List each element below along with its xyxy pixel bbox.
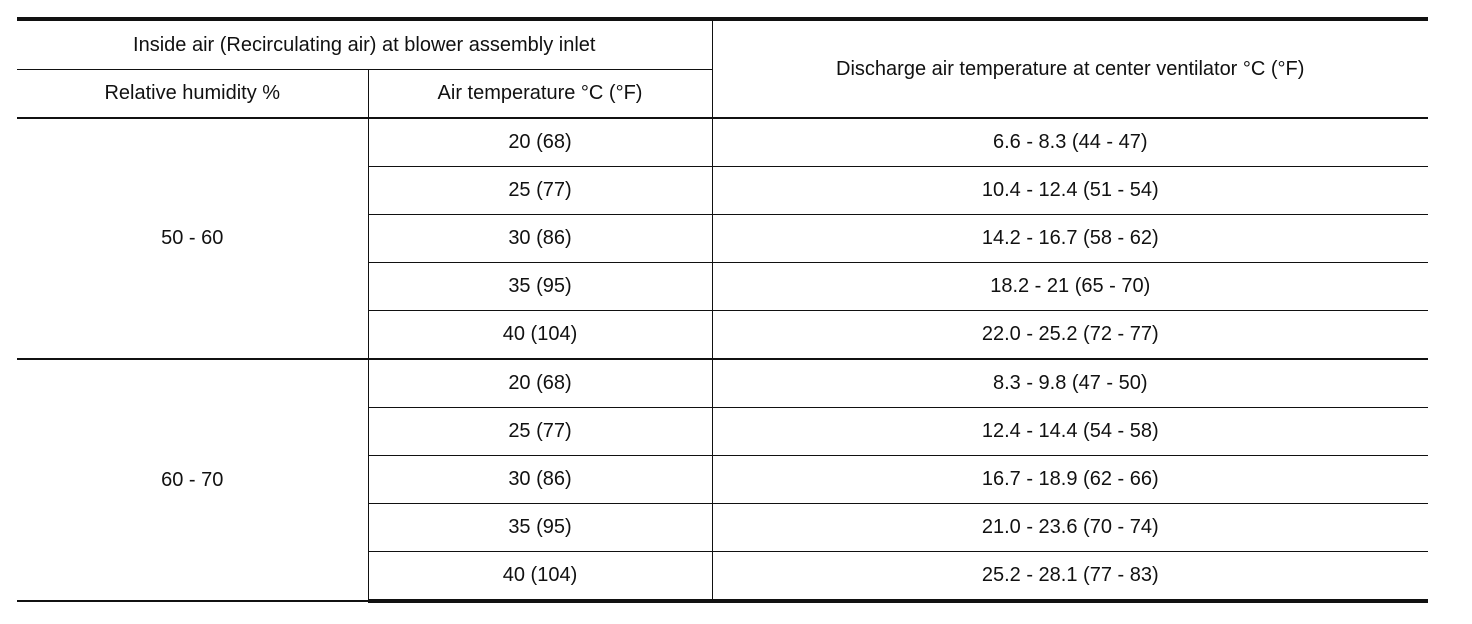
humidity-cell: 50 - 60 bbox=[17, 118, 368, 359]
air-temperature-cell: 25 (77) bbox=[368, 167, 712, 215]
table-row bbox=[17, 359, 1428, 408]
air-temperature-cell: 40 (104) bbox=[368, 311, 712, 360]
air-temperature-cell: 20 (68) bbox=[368, 118, 712, 167]
discharge-temperature-cell: 18.2 - 21 (65 - 70) bbox=[712, 263, 1428, 311]
table-header bbox=[17, 19, 1428, 118]
air-temperature-cell: 30 (86) bbox=[368, 215, 712, 263]
humidity-cell: 60 - 70 bbox=[17, 359, 368, 601]
header-relative-humidity: Relative humidity % bbox=[17, 70, 368, 119]
air-temperature-cell: 25 (77) bbox=[368, 408, 712, 456]
air-temperature-cell: 30 (86) bbox=[368, 456, 712, 504]
discharge-temperature-cell: 14.2 - 16.7 (58 - 62) bbox=[712, 215, 1428, 263]
table-row bbox=[17, 118, 1428, 167]
discharge-temperature-cell: 10.4 - 12.4 (51 - 54) bbox=[712, 167, 1428, 215]
discharge-temperature-cell: 25.2 - 28.1 (77 - 83) bbox=[712, 552, 1428, 602]
header-inside-air: Inside air (Recirculating air) at blower assembly inlet bbox=[17, 19, 712, 70]
header-air-temperature: Air temperature °C (°F) bbox=[368, 70, 712, 119]
header-discharge-temperature: Discharge air temperature at center ventilator °C (°F) bbox=[712, 19, 1428, 118]
discharge-temperature-cell: 8.3 - 9.8 (47 - 50) bbox=[712, 359, 1428, 408]
table-body bbox=[17, 118, 1428, 601]
discharge-temperature-cell: 6.6 - 8.3 (44 - 47) bbox=[712, 118, 1428, 167]
discharge-temperature-cell: 21.0 - 23.6 (70 - 74) bbox=[712, 504, 1428, 552]
header-row-top bbox=[17, 19, 1428, 70]
discharge-temperature-cell: 12.4 - 14.4 (54 - 58) bbox=[712, 408, 1428, 456]
air-temperature-cell: 40 (104) bbox=[368, 552, 712, 602]
discharge-temperature-cell: 16.7 - 18.9 (62 - 66) bbox=[712, 456, 1428, 504]
discharge-temperature-table bbox=[17, 17, 1428, 603]
air-temperature-cell: 20 (68) bbox=[368, 359, 712, 408]
air-temperature-cell: 35 (95) bbox=[368, 504, 712, 552]
discharge-temperature-cell: 22.0 - 25.2 (72 - 77) bbox=[712, 311, 1428, 360]
air-temperature-cell: 35 (95) bbox=[368, 263, 712, 311]
